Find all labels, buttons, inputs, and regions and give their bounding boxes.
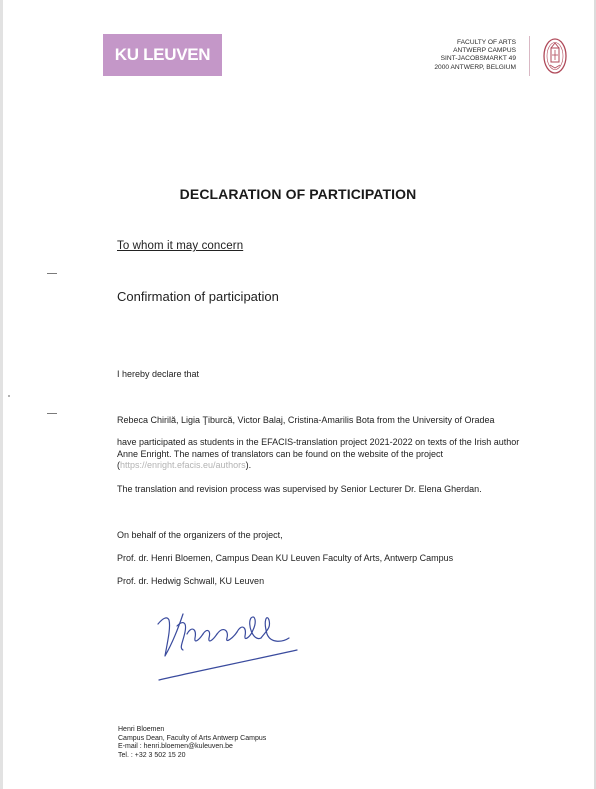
address-line: 2000 ANTWERP, BELGIUM	[434, 63, 516, 71]
footer-role: Campus Dean, Faculty of Arts Antwerp Campus	[118, 734, 267, 742]
subject-line: Confirmation of participation	[117, 289, 279, 304]
project-website-link[interactable]: https://enright.efacis.eu/authors	[120, 460, 246, 470]
address-line: ANTWERP CAMPUS	[453, 47, 516, 55]
signatory-2: Prof. dr. Hedwig Schwall, KU Leuven	[117, 576, 265, 586]
supervision-text: The translation and revision process was supervised by Senior Lecturer Dr. Elena Gherdan.	[117, 484, 482, 494]
university-seal-icon	[541, 35, 569, 77]
margin-mark	[47, 273, 57, 274]
intro-text: I hereby declare that	[117, 369, 200, 379]
participation-text: have participated as students in the EFACIS-translation project 2021-2022 on texts of the Irish author Anne Enright. The names of translators can be found on the website of the project	[117, 437, 520, 459]
signatory-1: Prof. dr. Henri Bloemen, Campus Dean KU Leuven Faculty of Arts, Antwerp Campus	[117, 553, 454, 563]
footer-name: Henri Bloemen	[118, 726, 165, 733]
address-line: SINT-JACOBSMARKT 49	[440, 55, 516, 63]
address-line: FACULTY OF ARTS	[457, 39, 516, 46]
handwritten-signature	[153, 604, 303, 684]
margin-mark	[47, 413, 57, 414]
salutation: To whom it may concern	[117, 240, 244, 252]
header-divider	[529, 36, 530, 76]
scan-speck	[8, 395, 10, 397]
participant-names: Rebeca Chirilă, Ligia Ţiburcă, Victor Balaj, Cristina-Amarilis Bota from the University of Oradea	[117, 415, 495, 425]
faculty-address	[434, 39, 516, 72]
url-open-paren: (	[117, 460, 120, 470]
ku-leuven-logo: KU LEUVEN	[103, 34, 222, 76]
footer-contact	[118, 726, 266, 760]
footer-email: E-mail : henri.bloemen@kuleuven.be	[118, 743, 233, 751]
on-behalf-text: On behalf of the organizers of the project,	[117, 530, 283, 540]
participation-paragraph	[117, 437, 527, 472]
scan-edge-left	[0, 0, 3, 789]
url-close-paren: ).	[245, 460, 252, 470]
footer-phone: Tel. : +32 3 502 15 20	[118, 751, 186, 759]
document-title: DECLARATION OF PARTICIPATION	[179, 186, 417, 202]
